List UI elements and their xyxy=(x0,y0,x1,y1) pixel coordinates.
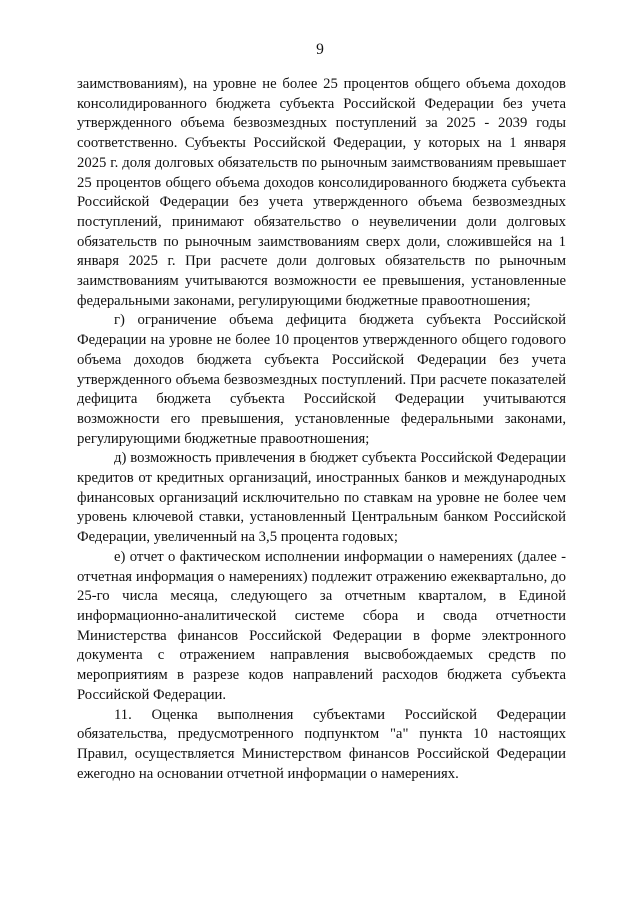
page-number: 9 xyxy=(316,41,324,58)
paragraph-continuation: заимствованиям), на уровне не более 25 процентов общего объема доходов консолидированного бюджета субъекта Российской Федерации без учета утвержденного объема безвозмездных поступлений за 2025 - 2039 годы соответственно. Субъекты Российской Федерации, у которых на 1 января 2025 г. доля долговых обязательств по рыночным заимствованиям превышает 25 процентов общего объема доходов консолидированного бюджета субъекта Российской Федерации без учета утвержденного объема безвозмездных поступлений, принимают обязательство о неувеличении доли долговых обязательств по рыночным заимствованиям сверх доли, сложившейся на 1 января 2025 г. При расчете доли долговых обязательств по рыночным заимствованиям учитываются возможности ее превышения, установленные федеральными законами, регулирующими бюджетные правоотношения; xyxy=(77,76,566,309)
paragraph-item-d: д) возможность привлечения в бюджет субъекта Российской Федерации кредитов от кредитных организаций, иностранных банков и международных финансовых организаций исключительно по ставкам на уровне не более чем уровень ключевой ставки, установленный Центральным банком Российской Федерации, увеличенный на 3,5 процента годовых; xyxy=(77,450,566,546)
paragraph-item-e: е) отчет о фактическом исполнении информации о намерениях (далее - отчетная информация о намерениях) подлежит отражению ежеквартально, до 25-го числа месяца, следующего за отчетным кварталом, в Единой информационно-аналитической системе сбора и свода отчетности Министерства финансов Российской Федерации в форме электронного документа с отражением направления высвобождаемых средств по мероприятиям в разрезе кодов направлений расходов бюджета субъекта Российской Федерации. xyxy=(77,548,566,703)
document-body xyxy=(77,75,566,784)
paragraph-clause-11: 11. Оценка выполнения субъектами Российской Федерации обязательства, предусмотренного подпунктом "а" пункта 10 настоящих Правил, осуществляется Министерством финансов Российской Федерации ежегодно на основании отчетной информации о намерениях. xyxy=(77,706,566,782)
paragraph-item-g: г) ограничение объема дефицита бюджета субъекта Российской Федерации на уровне не более 10 процентов утвержденного общего годового объема доходов бюджета субъекта Российской Федерации без учета утвержденного объема безвозмездных поступлений. При расчете показателей дефицита бюджета субъекта Российской Федерации учитываются возможности его превышения, установленные федеральными законами, регулирующими бюджетные правоотношения; xyxy=(77,312,566,447)
